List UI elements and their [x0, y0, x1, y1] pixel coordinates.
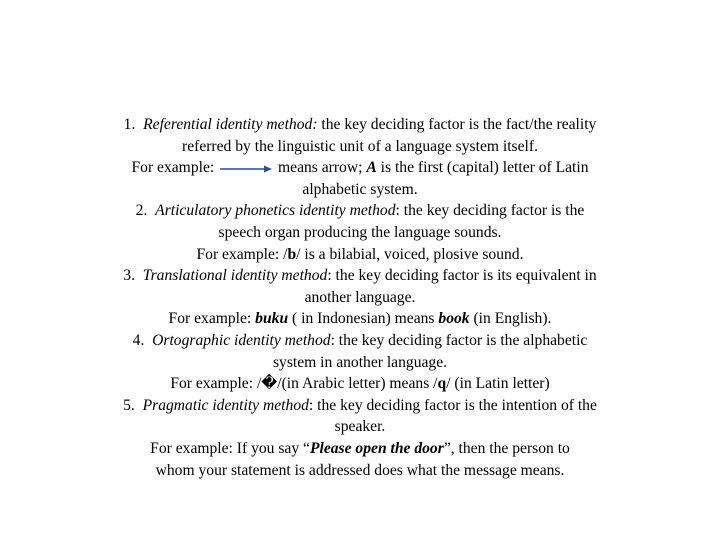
definition: : the key deciding factor is the alphabetic [330, 331, 588, 349]
example-text: / (in Latin letter) [446, 375, 550, 393]
item-number: 4. [132, 331, 145, 349]
example-term: A [366, 159, 377, 177]
example-term: buku [255, 310, 289, 328]
example-label: For example: / [196, 245, 288, 263]
item-5-example-cont: whom your statement is addressed does what the message means. [155, 461, 565, 479]
item-2-heading [80, 200, 640, 222]
definition: the key deciding factor is the fact/the reality [317, 116, 597, 133]
item-2-definition-cont: speech organ producing the language sounds. [218, 223, 502, 241]
example-text: (in English). [469, 310, 552, 328]
example-quote: Please open the door [309, 439, 444, 457]
definition: : the key deciding factor is the [395, 202, 585, 220]
identity-methods-list [80, 114, 640, 481]
example-term: q [437, 375, 447, 393]
example-term: b [287, 245, 297, 263]
method-title: Translational identity method [142, 267, 328, 285]
example-text: ”, then the person to [443, 439, 570, 457]
example-text: is the first (capital) letter of Latin [376, 159, 589, 177]
item-1-example [80, 157, 640, 179]
example-text: ( in Indonesian) means [288, 310, 439, 328]
method-title: Ortographic identity method [152, 331, 331, 349]
item-number: 1. [123, 116, 136, 133]
method-title: Articulatory phonetics identity method [155, 202, 396, 220]
item-4-definition-cont: system in another language. [272, 353, 448, 371]
item-5-example [80, 438, 640, 460]
item-4-heading [80, 330, 640, 352]
definition: : the key deciding factor is its equivalent in [327, 267, 597, 285]
item-3-heading [80, 265, 640, 287]
method-title: Pragmatic identity method [142, 396, 309, 414]
item-4-example [80, 373, 640, 395]
arabic-glyph: � [261, 375, 278, 393]
definition: : the key deciding factor is the intention of the [308, 396, 597, 414]
example-text: / is a bilabial, voiced, plosive sound. [296, 245, 524, 263]
example-text: means arrow; [278, 159, 367, 177]
colon: : [312, 116, 318, 133]
item-number: 2. [135, 202, 148, 220]
example-label: For example: If you say “ [150, 439, 310, 457]
item-1-heading [80, 114, 640, 136]
item-number: 3. [123, 267, 135, 285]
example-label: For example: [168, 310, 256, 328]
method-title: Referential identity method [143, 116, 313, 133]
item-5-heading [80, 395, 640, 417]
item-5-definition-cont: speaker. [334, 418, 386, 436]
item-3-example [80, 308, 640, 330]
item-number: 5. [123, 396, 135, 414]
item-1-definition-cont: referred by the linguistic unit of a language system itself. [182, 137, 538, 155]
example-label: For example: / [170, 375, 262, 393]
example-text: /(in Arabic letter) means / [277, 375, 438, 393]
right-arrow-icon [218, 163, 274, 175]
example-term: book [438, 310, 470, 328]
item-2-example [80, 244, 640, 266]
example-label: For example: [131, 159, 215, 177]
item-3-definition-cont: another language. [304, 288, 416, 306]
item-1-example-cont: alphabetic system. [302, 180, 418, 198]
